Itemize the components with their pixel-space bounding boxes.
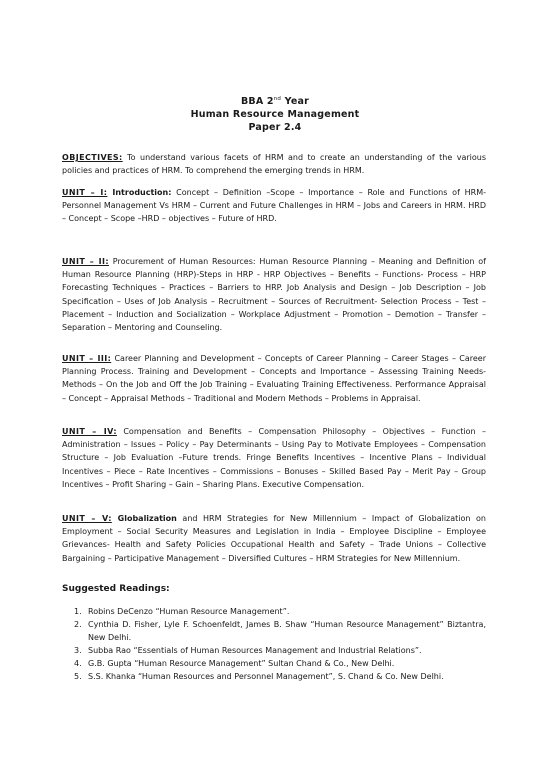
reading-item <box>62 644 486 657</box>
reading-item <box>62 605 486 618</box>
course-year-suffix: Year <box>281 96 309 107</box>
unit-4-section <box>62 425 486 491</box>
course-year <box>0 93 550 108</box>
unit-2-section <box>62 255 486 334</box>
unit-5-label: UNIT – V: <box>62 514 112 523</box>
readings-title: Suggested Readings: <box>62 584 170 594</box>
unit-3-section <box>62 352 486 405</box>
readings-section <box>62 583 486 683</box>
unit-3-paragraph <box>62 352 486 405</box>
unit-1-section <box>62 186 486 226</box>
readings-list <box>62 605 486 683</box>
unit-2-label: UNIT – II: <box>62 257 109 266</box>
reading-item <box>62 618 486 644</box>
reading-number: 4. <box>74 659 82 668</box>
document-header <box>0 93 550 134</box>
unit-4-label: UNIT – IV: <box>62 427 117 436</box>
unit-5-section <box>62 512 486 565</box>
reading-number: 2. <box>74 620 82 629</box>
paper-number: Paper 2.4 <box>248 122 302 133</box>
reading-item <box>62 670 486 683</box>
reading-number: 5. <box>74 672 82 681</box>
unit-5-paragraph <box>62 512 486 565</box>
unit-3-label: UNIT – III: <box>62 354 112 363</box>
reading-text: G.B. Gupta “Human Resource Management” Sultan Chand & Co., New Delhi. <box>88 659 395 668</box>
reading-text: S.S. Khanka “Human Resources and Personnel Management”, S. Chand & Co. New Delhi. <box>88 672 444 681</box>
objectives-section <box>62 151 486 177</box>
course-year-prefix: BBA 2 <box>240 96 274 107</box>
unit-1-paragraph <box>62 186 486 226</box>
objectives-paragraph <box>62 151 486 177</box>
unit-1-title: Introduction: <box>107 188 172 197</box>
reading-number: 1. <box>74 607 82 616</box>
reading-item <box>62 657 486 670</box>
unit-4-text: Compensation and Benefits – Compensation Philosophy – Objectives – Function – Administration – Issues – Policy – Pay Determinants – Using Pay to Motivate Employees – Compensation Structure – Job Evaluation –Future trends. Fringe Benefits Incentives – Incentive Plans – Individual Incentives – Piece – Rate Incentives – Commissions – Bonuses – Skilled Based Pay – Merit Pay – Group Incentives – Profit Sharing – Gain – Sharing Plans. Executive Compensation. <box>62 427 486 489</box>
objectives-label: OBJECTIVES: <box>62 153 123 162</box>
reading-text: Subba Rao “Essentials of Human Resources Management and Industrial Relations”. <box>88 646 422 655</box>
unit-3-text: Career Planning and Development – Concepts of Career Planning – Career Stages – Career Planning Process. Training and Development – Concepts and Importance – Assessing Training Needs- Methods – On the Job and Off the Job Training – Evaluating Training Effectiveness. Performance Appraisal – Concept – Appraisal Methods – Traditional and Modern Methods – Problems in Appraisal. <box>62 354 486 403</box>
course-title: Human Resource Management <box>190 109 360 120</box>
unit-1-text: Concept – Definition –Scope – Importance – Role and Functions of HRM-Personnel Management Vs HRM – Current and Future Challenges in HRM – Jobs and Careers in HRM. HRD – Concept – Scope –HRD – objectives – Future of HRD. <box>62 188 486 224</box>
unit-1-label: UNIT – I: <box>62 188 108 197</box>
unit-5-title: Globalization <box>111 514 177 523</box>
unit-2-paragraph <box>62 255 486 334</box>
reading-text: Robins DeCenzo “Human Resource Management”. <box>88 607 290 616</box>
reading-number: 3. <box>74 646 82 655</box>
reading-text: Cynthia D. Fisher, Lyle F. Schoenfeldt, James B. Shaw “Human Resource Management” Biztantra, New Delhi. <box>88 620 486 642</box>
unit-5-text: and HRM Strategies for New Millennium – Impact of Globalization on Employment – Social Security Measures and Legislation in India – Employee Discipline – Employee Grievances- Health and Safety Policies Occupational Health and Safety – Trade Unions – Collective Bargaining – Participative Management – Diversified Cultures – HRM Strategies for New Millennium. <box>62 514 486 563</box>
unit-4-paragraph <box>62 425 486 491</box>
course-year-superscript: nd <box>273 96 282 102</box>
objectives-text: To understand various facets of HRM and to create an understanding of the various policies and practices of HRM. To comprehend the emerging trends in HRM. <box>62 153 486 176</box>
unit-2-text: Procurement of Human Resources: Human Resource Planning – Meaning and Definition of Human Resource Planning (HRP)-Steps in HRP - HRP Objectives – Benefits – Functions- Process – HRP Forecasting Techniques – Practices – Barriers to HRP. Job Analysis and Design – Job Description – Job Specification – Uses of Job Analysis – Recruitment – Sources of Recruitment- Selection Process – Test – Placement – Induction and Socialization – Workplace Adjustment – Promotion – Demotion – Transfer – Separation – Mentoring and Counseling. <box>62 257 486 333</box>
